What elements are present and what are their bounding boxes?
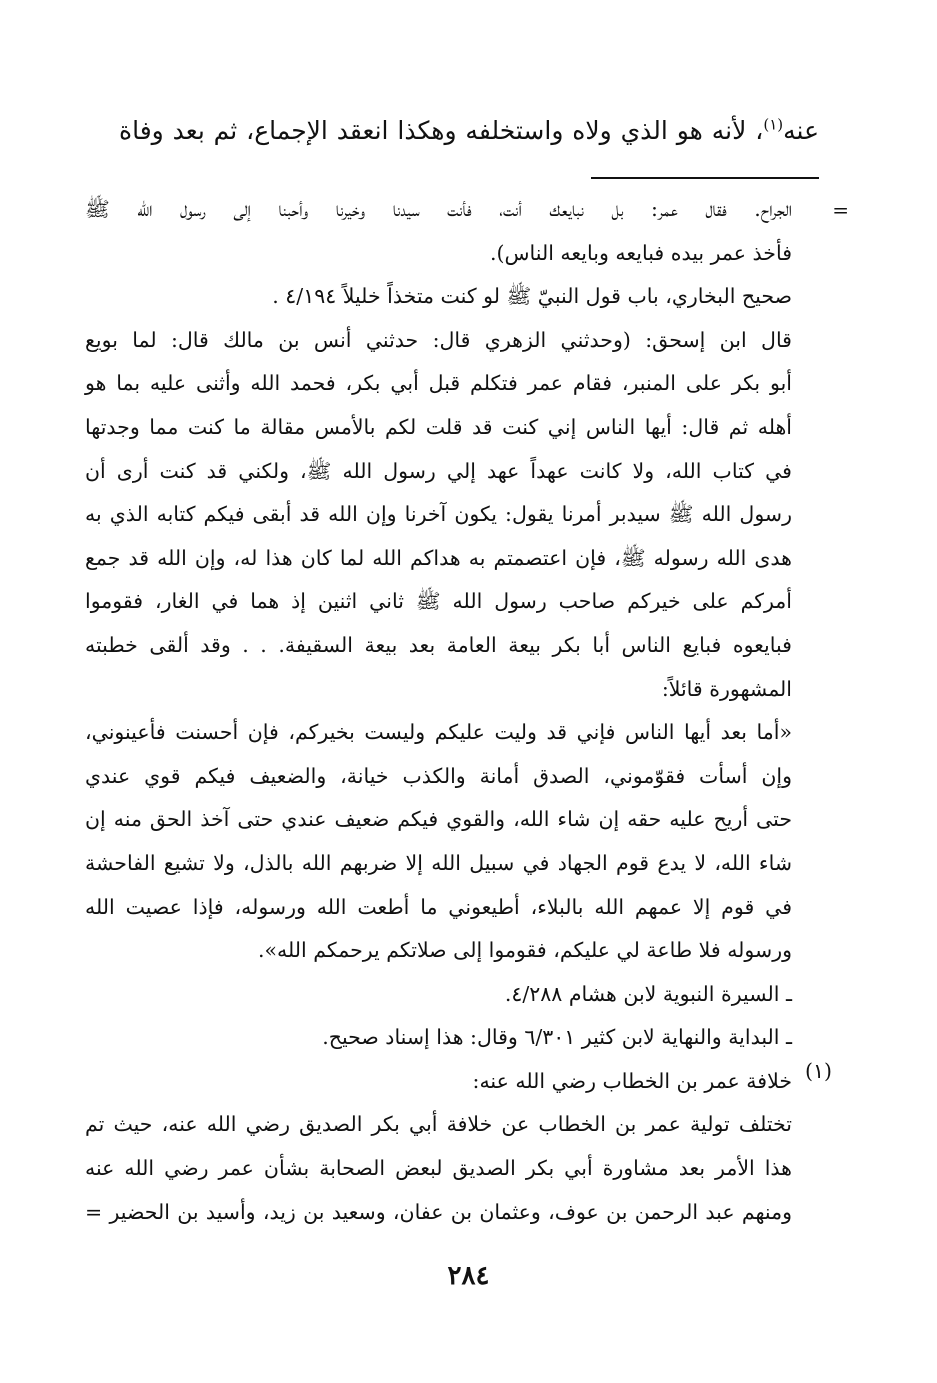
page-number: ٢٨٤ bbox=[447, 1261, 490, 1291]
footnote-line: ـ البداية والنهاية لابن كثير ٦/٣٠١ وقال: هذا إسناد صحيح. bbox=[322, 1025, 792, 1050]
footnote-line: شاء الله، لا يدع قوم الجهاد في سبيل الله إلا ضربهم الله بالذل، ولا تشيع الفاحشة bbox=[85, 850, 792, 875]
footnote-continuation-mark: = bbox=[832, 198, 849, 222]
main-text-line bbox=[119, 108, 819, 154]
footnote-line: أبو بكر على المنبر، فقام عمر فتكلم قبل أبي بكر، فحمد الله وأثنى عليه بما هو bbox=[85, 371, 792, 396]
footnote-line: تختلف تولية عمر بن الخطاب عن خلافة أبي بكر الصديق رضي الله عنه، حيث تم bbox=[85, 1112, 792, 1137]
footnote-line: في كتاب الله، ولا كانت عهداً عهد إلي رسول الله ﷺ، ولكني قد كنت أرى أن bbox=[85, 458, 792, 483]
footnote-line: في قوم إلا عمهم الله بالبلاء، أطيعوني ما أطعت الله ورسوله، فإذا عصيت الله bbox=[85, 894, 792, 919]
footnote-line: حتى أريح عليه حقه إن شاء الله، والقوي فيكم ضعيف عندي حتى آخذ الحق منه إن bbox=[85, 807, 792, 832]
footnote-line: فبايعوه فبايع الناس أبا بكر بيعة العامة بعد بيعة السقيفة. . . وقد ألقى خطبته bbox=[85, 632, 792, 657]
footnote-line: ومنهم عبد الرحمن بن عوف، وعثمان بن عفان، وسعيد بن زيد، وأسيد بن الحضير = bbox=[85, 1199, 792, 1224]
footnote-line: أهله ثم قال: أيها الناس إني كنت قد قلت لكم بالأمس مقالة ما كنت مما وجدتها bbox=[85, 414, 792, 439]
footnotes-block bbox=[85, 188, 792, 1234]
footnote-line: ورسوله فلا طاعة لي عليكم، فقوموا إلى صلاتكم يرحمكم الله». bbox=[257, 938, 792, 963]
footnote-line: رسول الله ﷺ سيدبر أمرنا يقول: يكون آخرنا وإن الله قد أبقى فيكم كتابه الذي به bbox=[85, 502, 792, 527]
footnote-reference: (١) bbox=[763, 115, 784, 134]
footnote-line: صحيح البخاري، باب قول النبيّ ﷺ لو كنت متخذاً خليلاً ٤/١٩٤ . bbox=[272, 284, 792, 309]
footnote-line: خلافة عمر بن الخطاب رضي الله عنه: bbox=[472, 1068, 792, 1093]
footnote-line: «أما بعد أيها الناس فإني قد وليت عليكم وليست بخيركم، فإن أحسنت فأعينوني، bbox=[85, 720, 792, 745]
footnote-line: أمركم على خيركم صاحب رسول الله ﷺ ثاني اثنين إذ هما في الغار، فقوموا bbox=[85, 589, 792, 614]
footnote-line: هدى الله رسوله ﷺ، فإن اعتصمتم به هداكم الله لما كان هذا له، وإن الله قد جمع bbox=[85, 545, 792, 570]
footnote-separator bbox=[591, 177, 819, 179]
footnote-line: فأخذ عمر بيده فبايعه وبايعه الناس). bbox=[489, 240, 792, 265]
footnote-line: وإن أسأت فقوّموني، الصدق أمانة والكذب خيانة، والضعيف فيكم قوي عندي bbox=[85, 763, 792, 788]
main-text-start: عنه bbox=[783, 116, 819, 145]
footnote-line: هذا الأمر بعد مشاورة أبي بكر الصديق لبعض الصحابة بشأن عمر رضي الله عنه bbox=[85, 1156, 792, 1181]
footnote-line: المشهورة قائلاً: bbox=[661, 676, 792, 701]
footnote-line: ـ السيرة النبوية لابن هشام ٤/٢٨٨. bbox=[504, 981, 792, 1006]
footnote-line: قال ابن إسحق: (وحدثني الزهري قال: حدثني أنس بن مالك قال: لما بويع bbox=[85, 327, 792, 352]
footnote-line: الجراح. فقال عمر: بل نبايعك أنت، فأنت سيدنا وخيرنا وأحبنا إلى رسول الله ﷺ bbox=[85, 197, 792, 221]
main-text-end: ، لأنه هو الذي ولاه واستخلفه وهكذا انعقد الإجماع، ثم بعد وفاة bbox=[119, 116, 764, 145]
footnote-number: (١) bbox=[804, 1059, 832, 1083]
